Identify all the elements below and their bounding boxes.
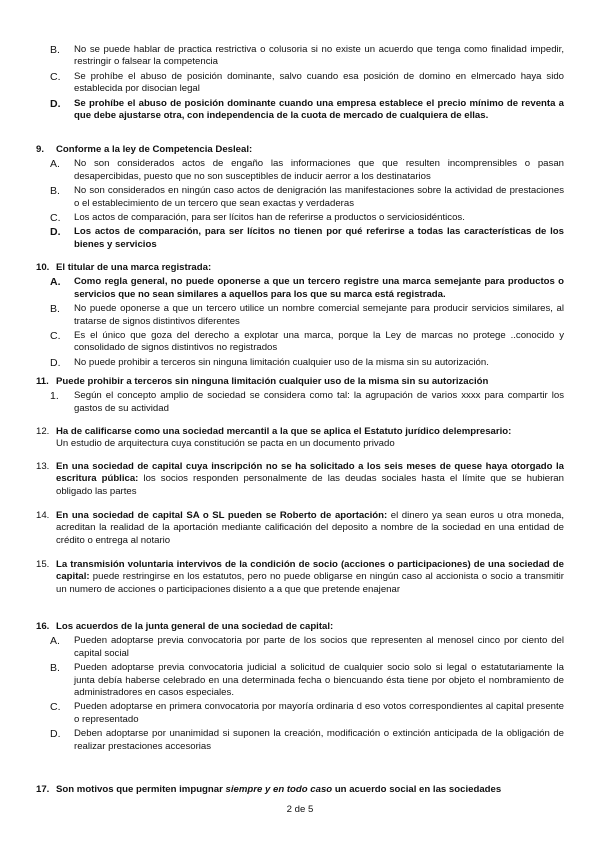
question-number: 13. bbox=[36, 461, 50, 472]
option-letter: A. bbox=[50, 276, 61, 289]
option-letter: B. bbox=[50, 662, 60, 675]
option-text: No puede oponerse a que un tercero utilice un nombre comercial semejante para producir servicios similares, al tratarse de signos distintivos diferentes bbox=[74, 303, 564, 327]
page-number: 2 de 5 bbox=[286, 804, 314, 815]
option-b bbox=[36, 662, 564, 699]
option-letter: B. bbox=[50, 44, 60, 56]
option-d bbox=[36, 357, 564, 369]
option-letter: A. bbox=[50, 635, 60, 648]
option-c bbox=[36, 212, 564, 224]
option-text: Pueden adoptarse previa convocatoria por parte de los socios que representen al menosel cinco por ciento del capital social bbox=[74, 635, 564, 659]
question-number: 17. bbox=[36, 784, 50, 795]
option-b bbox=[36, 44, 564, 69]
intro-options bbox=[36, 42, 564, 122]
option-text: No puede prohibir a terceros sin ninguna limitación cualquier uso de la misma sin su autorización. bbox=[74, 356, 489, 368]
option-letter: D. bbox=[50, 356, 61, 369]
option-text: Se prohíbe el abuso de posición dominante cuando una empresa establece el precio mínimo de reventa a que debe ajustarse otra, con independencia de la cuota de mercado de cualquiera de ellas. bbox=[74, 97, 564, 122]
question-11 bbox=[36, 376, 564, 415]
option-text: Pueden adoptarse en primera convocatoria por mayoría ordinaria d eso votos correspondientes al capital presente o representado bbox=[74, 701, 564, 725]
option-letter: C. bbox=[50, 330, 61, 343]
option-text: Como regla general, no puede oponerse a que un tercero registre una marca semejante para productos o servicios que no sean similares a aquellos para los que su marca está registrada. bbox=[74, 276, 564, 300]
answer-text: Un estudio de arquitectura cuya constitución se pacta en un documento privado bbox=[56, 438, 395, 450]
option-text: Los actos de comparación, para ser lícitos han de referirse a productos o serviciosidénticos. bbox=[74, 212, 465, 224]
question-number: 16. bbox=[36, 621, 50, 632]
option-b bbox=[36, 303, 564, 328]
question-title: En una sociedad de capital SA o SL pueden se Roberto de aportación: bbox=[56, 510, 388, 521]
option-c bbox=[36, 330, 564, 355]
question-title: El titular de una marca registrada: bbox=[56, 262, 212, 273]
option-a bbox=[36, 276, 564, 301]
question-title-italic: siempre y en todo caso bbox=[225, 784, 333, 795]
option-c bbox=[36, 71, 564, 96]
sub-number: 1. bbox=[50, 390, 59, 403]
option-d bbox=[36, 728, 564, 753]
option-text: No son considerados actos de engaño las informaciones que que resulten incomprensibles o pasan desapercibidas, puesto que no son susceptibles de inducir aerror a los destinatarios bbox=[74, 158, 564, 182]
option-b bbox=[36, 185, 564, 210]
option-letter: B. bbox=[50, 185, 60, 198]
option-text: No son considerados en ningún caso actos de denigración las manifestaciones sobre la actividad de prestaciones o el establecimiento de un tercero que sean exactas y verdaderas bbox=[74, 185, 564, 209]
question-number: 10. bbox=[36, 262, 50, 273]
option-letter: C. bbox=[50, 70, 61, 83]
option-letter: C. bbox=[50, 212, 61, 225]
option-text: Es el único que goza del derecho a explotar una marca, porque la Ley de marcas no protege ..conocido y consolidado de signos distintivos no registrados bbox=[74, 330, 564, 354]
answer-text: el dinero ya sean euros u otra moneda, acreditan la realidad de la aportación mediante calificación del deposito a nombre de la sociedad en una entidad de crédito o entrega al notario bbox=[56, 510, 564, 546]
option-text: No se puede hablar de practica restrictiva o colusoria si no existe un acuerdo que tenga como finalidad impedir, restringir o falsear la competencia bbox=[74, 44, 564, 68]
option-letter: D. bbox=[50, 728, 61, 741]
option-d bbox=[36, 226, 564, 251]
question-number: 15. bbox=[36, 559, 50, 570]
question-15 bbox=[36, 559, 564, 596]
question-title-start: Son motivos que permiten impugnar bbox=[56, 784, 226, 795]
question-number: 11. bbox=[36, 376, 49, 387]
question-title: Los acuerdos de la junta general de una sociedad de capital: bbox=[56, 621, 334, 632]
option-d bbox=[36, 98, 564, 123]
option-c bbox=[36, 701, 564, 726]
question-17 bbox=[36, 784, 564, 796]
answer-text: los socios responden personalmente de las deudas sociales hasta el límite que se hubieran obligado las partes bbox=[56, 473, 564, 497]
question-title: Conforme a la ley de Competencia Desleal: bbox=[56, 144, 253, 155]
option-letter: D. bbox=[50, 226, 61, 239]
option-text: Los actos de comparación, para ser lícitos no tienen por qué referirse a todas las características de los bienes y servicios bbox=[74, 226, 564, 250]
question-title: Puede prohibir a terceros sin ninguna limitación cualquier uso de la misma sin su autorización bbox=[56, 376, 489, 387]
question-title: La transmisión voluntaria intervivos de la condición de socio (acciones o participaciones) de una sociedad de capital: bbox=[56, 559, 564, 583]
question-13 bbox=[36, 461, 564, 498]
option-letter: A. bbox=[50, 158, 60, 171]
question-14 bbox=[36, 510, 564, 547]
question-title: En una sociedad de capital cuya inscripción no se ha solicitado a los seis meses de quese haya otorgado la escritura pública: bbox=[56, 461, 564, 485]
sub-text: Según el concepto amplio de sociedad se considera como tal: la agrupación de varios xxxx para compartir los gastos de su actividad bbox=[74, 390, 564, 414]
question-16 bbox=[36, 621, 564, 753]
option-a bbox=[36, 635, 564, 660]
question-number: 12. bbox=[36, 426, 50, 437]
question-12 bbox=[36, 426, 564, 451]
question-9 bbox=[36, 144, 564, 251]
option-text: Deben adoptarse por unanimidad si suponen la creación, modificación o extinción anticipada de la obligación de realizar prestaciones accesorias bbox=[74, 728, 564, 752]
option-letter: B. bbox=[50, 303, 60, 316]
option-text: Se prohíbe el abuso de posición dominante, salvo cuando esa posición de domino en elmercado haya sido establecida por disocian legal bbox=[74, 70, 564, 95]
option-letter: D. bbox=[50, 97, 61, 110]
option-text: Pueden adoptarse previa convocatoria judicial a solicitud de cualquier socio solo si legal o estatutariamente la junta debía haberse celebrado en una determinada fecha o biencuando ésta tiene por objeto el nombramiento de administradores en casos especiales. bbox=[74, 662, 564, 699]
question-title: Ha de calificarse como una sociedad mercantil a la que se aplica el Estatuto jurídico delempresario: bbox=[56, 426, 512, 437]
question-title-end: un acuerdo social en las sociedades bbox=[332, 784, 502, 795]
option-a bbox=[36, 158, 564, 183]
question-10 bbox=[36, 262, 564, 369]
sub-item bbox=[36, 390, 564, 415]
answer-text: puede restringirse en los estatutos, pero no puede obligarse en ningún caso al accionista o socio a transmitir un numero de acciones o participaciones disiento a a que que pretende enajenar bbox=[56, 571, 564, 595]
option-letter: C. bbox=[50, 701, 61, 714]
question-number: 14. bbox=[36, 510, 50, 521]
question-number: 9. bbox=[36, 144, 45, 155]
